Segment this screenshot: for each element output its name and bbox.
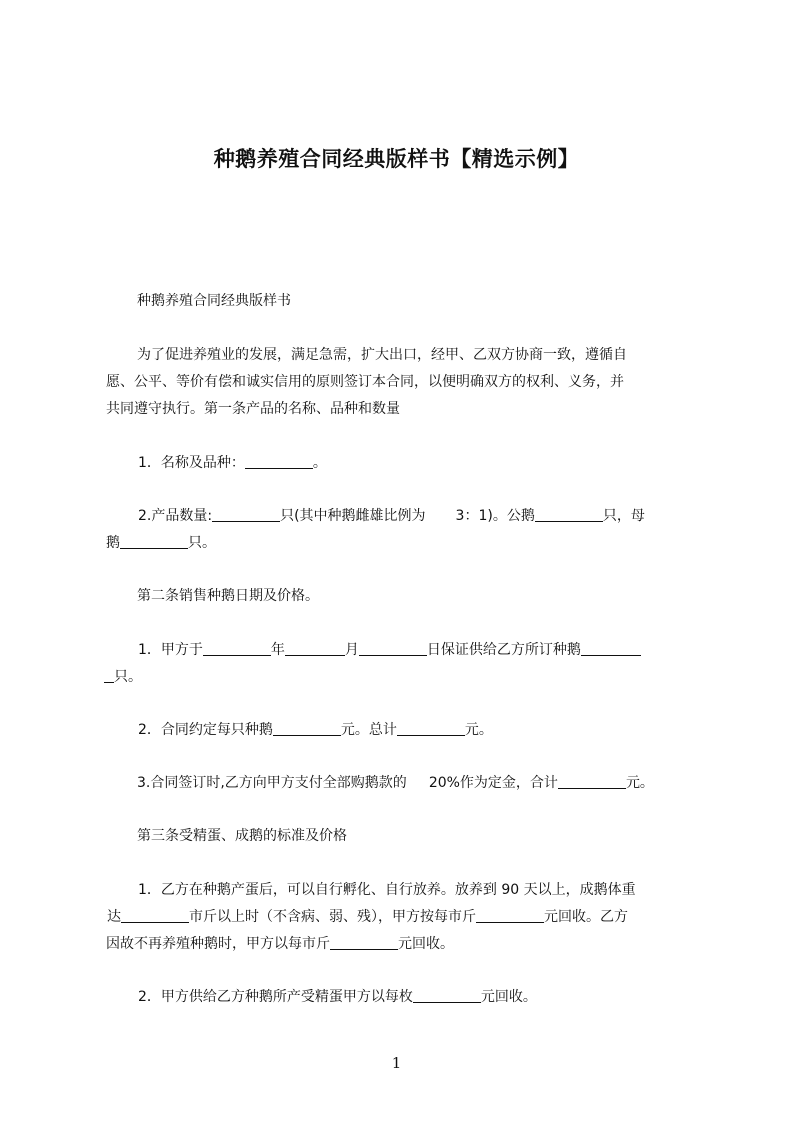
page-number: 1: [391, 1054, 402, 1072]
art2-item1-day: 日保证供给乙方所订种鹅: [426, 642, 581, 658]
art3-item1-line1: 1．乙方在种鹅产蛋后，可以自行孵化、自行放养。放养到 90 天以上，成鹅体重: [138, 882, 636, 898]
blank-field: [535, 507, 603, 522]
art1-item2-ratio: 3：1)。公鹅: [455, 508, 535, 524]
blank-field: [121, 908, 189, 923]
art3-item2-label: 2．甲方供给乙方种鹅所产受精蛋甲方以每枚: [138, 989, 413, 1005]
intro-line-1: 为了促进养殖业的发展，满足急需，扩大出口，经甲、乙双方协商一致，遵循自: [137, 347, 627, 363]
blank-field: [212, 507, 280, 522]
document-title: 种鹅养殖合同经典版样书【精选示例】: [213, 147, 580, 171]
art2-item3: [137, 773, 654, 793]
art2-item2-end: 元。: [464, 722, 493, 738]
art2-heading: 第二条销售种鹅日期及价格。: [137, 588, 319, 604]
art2-item3-label: 3.合同签订时,乙方向甲方支付全部购鹅款的: [137, 775, 407, 791]
intro-line-2: 愿、公平、等价有偿和诚实信用的原则签订本合同，以便明确双方的权利、义务，并: [106, 374, 624, 390]
blank-field: [413, 988, 481, 1003]
art3-item1-text-b: 达: [107, 909, 121, 925]
art1-item2: [138, 506, 645, 526]
art2-item1-label: 1．甲方于: [138, 642, 203, 658]
art3-item1-text-f: 元回收。: [398, 936, 454, 952]
art3-item1-line3: [106, 934, 454, 954]
art3-item1-line2: [107, 907, 628, 927]
art1-item2-text: 只(其中种鹅雌雄比例为: [280, 508, 426, 524]
art1-item2-text2: 只，母: [602, 508, 645, 524]
art2-item2-label: 2．合同约定每只种鹅: [138, 722, 273, 738]
art2-item2: [138, 720, 493, 740]
blank-field: [476, 908, 544, 923]
art2-item2-text: 元。总计: [340, 722, 397, 738]
art2-item1-end: 只。: [114, 669, 142, 685]
subtitle: 种鹅养殖合同经典版样书: [137, 293, 291, 309]
art1-item1-end: 。: [312, 455, 327, 471]
blank-field: [120, 534, 188, 549]
blank-field: [581, 641, 641, 656]
art3-item2-end: 元回收。: [480, 989, 537, 1005]
art2-item1: [138, 640, 641, 660]
art2-item1-month: 月: [344, 642, 359, 658]
art3-item1-text-c: 市斤以上时（不含病、弱、残），甲方按每市斤: [189, 909, 476, 925]
blank-field: [558, 774, 626, 789]
art2-item1-year: 年: [270, 642, 285, 658]
art3-item1-text-d: 元回收。乙方: [544, 909, 628, 925]
art1-item1-label: 1．名称及品种：: [138, 455, 245, 471]
blank-field: [285, 641, 345, 656]
blank-field: [104, 668, 114, 683]
art3-item1-text-e: 因故不再养殖种鹅时，甲方以每市斤: [106, 936, 330, 952]
blank-field: [397, 721, 465, 736]
art3-heading: 第三条受精蛋、成鹅的标准及价格: [137, 828, 347, 844]
art2-item3-end: 元。: [625, 775, 654, 791]
art1-item2-cont: [106, 533, 216, 553]
blank-field: [359, 641, 427, 656]
art2-item3-pct: 20%作为定金，合计: [428, 775, 558, 791]
blank-field: [273, 721, 341, 736]
art1-item2-text3: 鹅: [106, 535, 120, 551]
art3-item2: [138, 987, 537, 1007]
blank-field: [203, 641, 271, 656]
intro-line-3: 共同遵守执行。第一条产品的名称、品种和数量: [106, 401, 400, 417]
art1-item1: [138, 453, 327, 473]
art1-item2-text4: 只。: [188, 535, 216, 551]
art1-item2-label: 2.产品数量:: [138, 508, 213, 524]
blank-field: [330, 935, 398, 950]
art2-item1-cont: [104, 667, 142, 687]
blank-field: [245, 454, 313, 469]
